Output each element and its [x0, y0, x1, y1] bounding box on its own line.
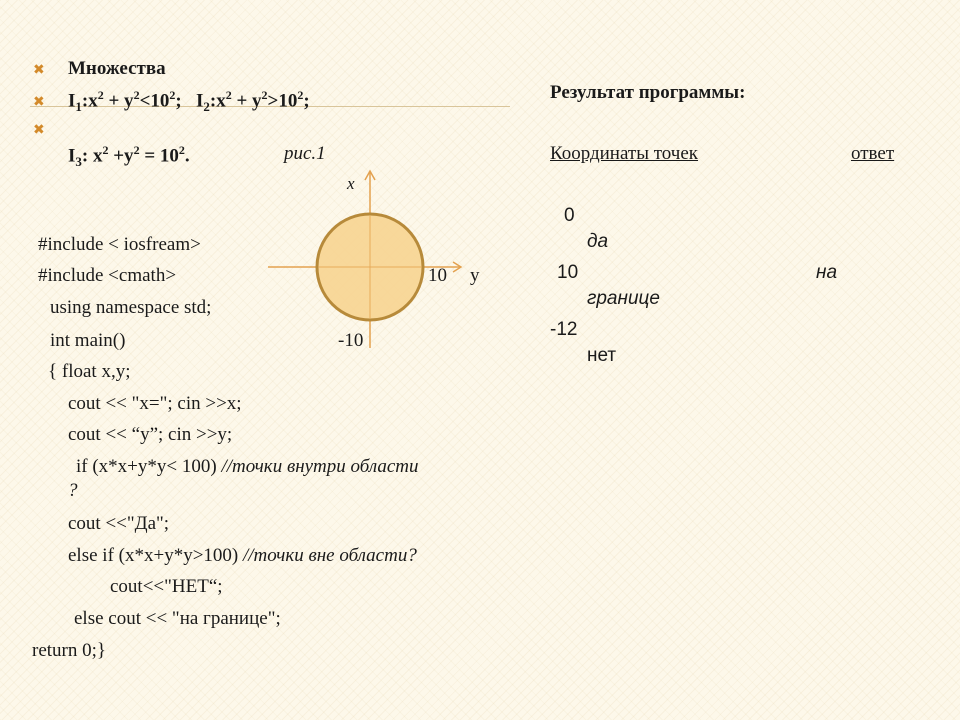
- radius-label-10: 10: [428, 265, 447, 286]
- code-line: return 0;}: [32, 640, 107, 661]
- axis-x-label: x: [347, 174, 355, 193]
- code-line: int main(): [50, 330, 126, 351]
- bullet-set-definitions: $I_1:x^2 + y^2<10^2$; $I_2:x^2 + y^2>10^2$;: [68, 88, 310, 115]
- result-col-coords-header: Координаты точек: [550, 143, 699, 164]
- code-line-continuation: ?: [68, 480, 78, 501]
- bullet-marker-icon: ✖: [33, 62, 45, 78]
- code-line: cout<<"НЕТ“;: [110, 576, 223, 597]
- bullet-marker-icon: ✖: [33, 94, 45, 110]
- result-col-answer-header: ответ: [851, 143, 895, 164]
- code-line: { float x,y;: [48, 361, 131, 382]
- result-title: Результат программы:: [550, 82, 746, 103]
- result-row-answer: на: [816, 262, 838, 283]
- result-row-coord: 10: [557, 262, 579, 283]
- result-row-answer: да: [587, 231, 609, 252]
- code-line: #include < iosfream>: [38, 234, 201, 255]
- result-row-answer-continuation: границе: [587, 288, 660, 309]
- code-line: using namespace std;: [50, 297, 212, 318]
- code-line: else if (x*x+y*y>100) //точки вне области?: [68, 545, 417, 566]
- result-row-coord: -12: [550, 319, 578, 340]
- axis-y-label: y: [470, 265, 480, 286]
- code-line: if (x*x+y*y< 100) //точки внутри области: [76, 456, 419, 477]
- bullet-circle-definition: $I_3$: $x^2 +y^2 = 10^2$.: [68, 143, 190, 170]
- bullet-marker-icon: ✖: [33, 122, 45, 138]
- radius-label-neg10: -10: [338, 330, 364, 351]
- result-row-answer: нет: [587, 345, 617, 366]
- circle-figure: [260, 168, 500, 358]
- code-line: #include <cmath>: [38, 265, 177, 286]
- code-line: cout << "x="; cin >>x;: [68, 393, 242, 414]
- result-row-coord: 0: [564, 205, 575, 226]
- code-line: cout <<"Да";: [68, 513, 170, 534]
- code-line: else cout << "на границе";: [74, 608, 281, 629]
- figure-caption: рис.1: [284, 143, 326, 164]
- code-line: cout << “y”; cin >>y;: [68, 424, 233, 445]
- bullet-sets-title: Множества: [68, 58, 166, 79]
